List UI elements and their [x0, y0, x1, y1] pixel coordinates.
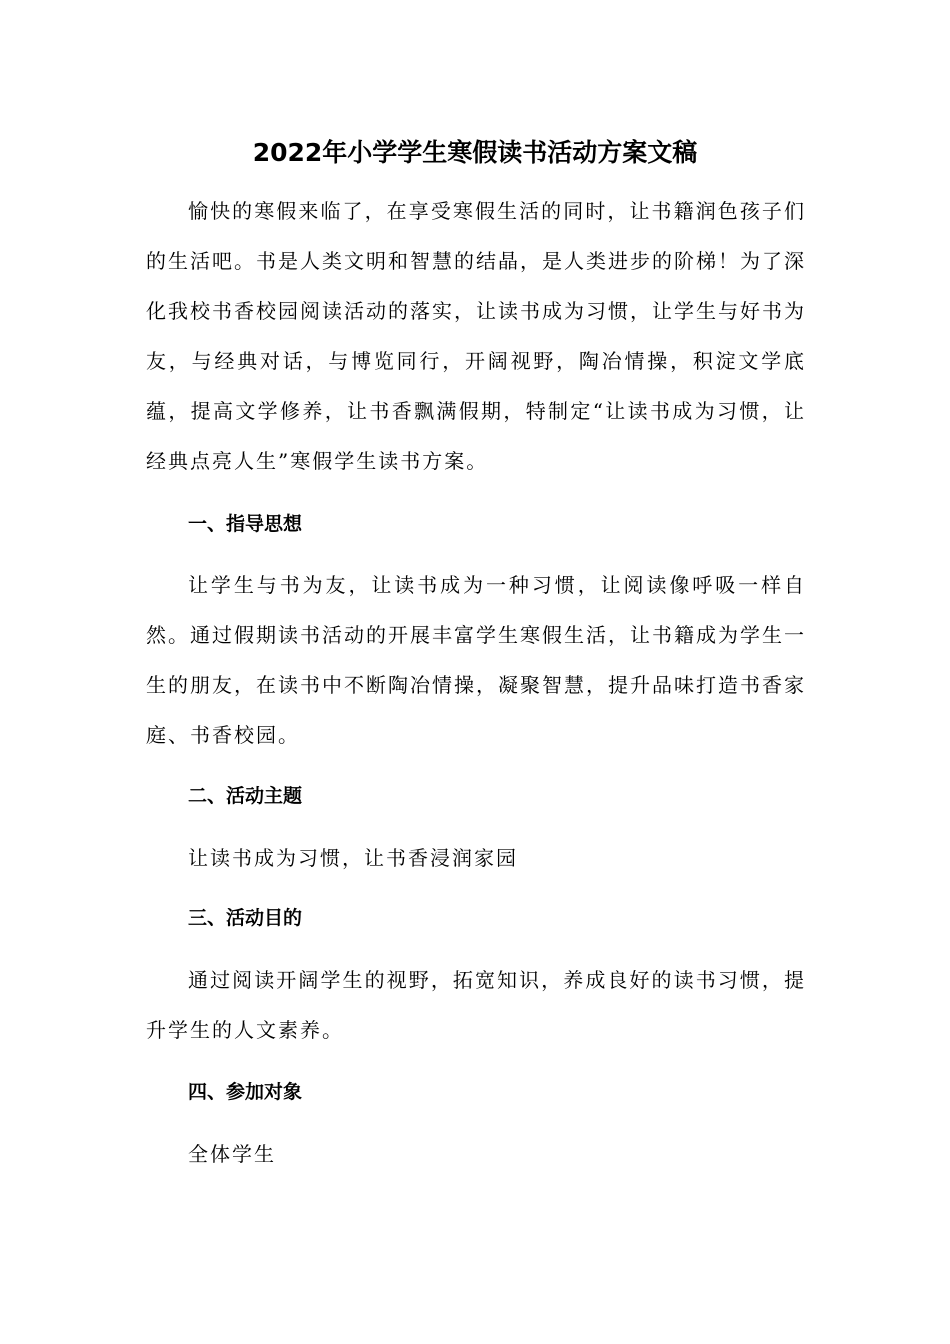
section-body-guiding-thought: 让学生与书为友，让读书成为一种习惯，让阅读像呼吸一样自然。通过假期读书活动的开展丰富学生寒假生活，让书籍成为学生一生的朋友，在读书中不断陶冶情操，凝聚智慧，提升品味打造书香家庭、书香校园。 — [146, 573, 806, 747]
section-body-purpose: 通过阅读开阔学生的视野，拓宽知识，养成良好的读书习惯，提升学生的人文素养。 — [146, 968, 806, 1042]
section-heading-purpose: 三、活动目的 — [188, 907, 303, 929]
section-heading-theme: 二、活动主题 — [188, 785, 303, 807]
section-heading-guiding-thought: 一、指导思想 — [188, 513, 303, 535]
document-title: 2022年小学学生寒假读书活动方案文稿 — [252, 138, 698, 167]
section-body-theme: 让读书成为习惯，让书香浸润家园 — [188, 846, 518, 870]
section-body-participants: 全体学生 — [188, 1142, 276, 1166]
section-heading-participants: 四、参加对象 — [188, 1081, 303, 1103]
intro-paragraph: 愉快的寒假来临了，在享受寒假生活的同时，让书籍润色孩子们的生活吧。书是人类文明和智慧的结晶，是人类进步的阶梯！为了深化我校书香校园阅读活动的落实，让读书成为习惯，让学生与好书为友，与经典对话，与博览同行，开阔视野，陶冶情操，积淀文学底蕴，提高文学修养，让书香飘满假期，特制定“让读书成为习惯，让经典点亮人生”寒假学生读书方案。 — [146, 199, 806, 473]
